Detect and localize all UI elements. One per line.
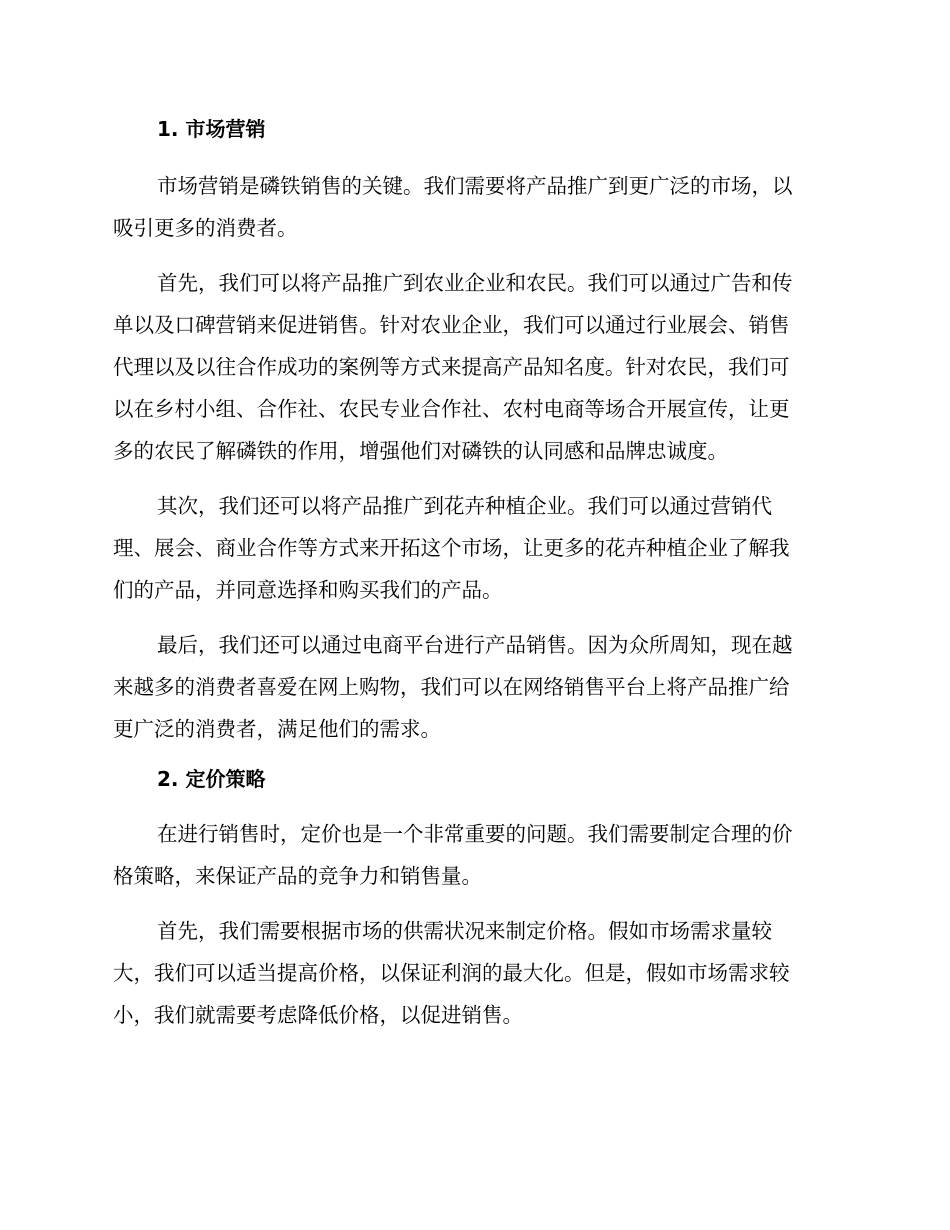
text-line: 格策略，来保证产品的竞争力和销售量。: [113, 864, 482, 888]
text-line: 小，我们就需要考虑降低价格，以促进销售。: [113, 1003, 523, 1027]
text-line: 多的农民了解磷铁的作用，增强他们对磷铁的认同感和品牌忠诚度。: [113, 439, 728, 463]
text-line: 市场营销是磷铁销售的关键。我们需要将产品推广到更广泛的市场，以: [157, 174, 793, 198]
text-line: 最后，我们还可以通过电商平台进行产品销售。因为众所周知，现在越: [157, 633, 793, 657]
paragraph-agriculture-promotion: [113, 262, 833, 472]
document-body: [113, 113, 833, 1036]
section-heading-marketing: 1. 市场营销: [157, 117, 266, 141]
paragraph-ecommerce-promotion: [113, 624, 833, 750]
paragraph-flower-promotion: [113, 485, 833, 611]
text-line: 更广泛的消费者，满足他们的需求。: [113, 717, 441, 741]
text-line: 在进行销售时，定价也是一个非常重要的问题。我们需要制定合理的价: [157, 822, 793, 846]
text-line: 首先，我们可以将产品推广到农业企业和农民。我们可以通过广告和传: [157, 271, 793, 295]
text-line: 以在乡村小组、合作社、农民专业合作社、农村电商等场合开展宣传，让更: [113, 397, 790, 421]
text-line: 来越多的消费者喜爱在网上购物，我们可以在网络销售平台上将产品推广给: [113, 675, 790, 699]
paragraph-marketing-intro: [113, 165, 833, 249]
section-heading-pricing: 2. 定价策略: [157, 767, 266, 791]
text-line: 大，我们可以适当提高价格，以保证利润的最大化。但是，假如市场需求较: [113, 961, 790, 985]
text-line: 代理以及以往合作成功的案例等方式来提高产品知名度。针对农民，我们可: [113, 355, 790, 379]
text-line: 首先，我们需要根据市场的供需状况来制定价格。假如市场需求量较: [157, 919, 772, 943]
text-line: 们的产品，并同意选择和购买我们的产品。: [113, 578, 503, 602]
paragraph-supply-demand-pricing: [113, 910, 833, 1036]
text-line: 理、展会、商业合作等方式来开拓这个市场，让更多的花卉种植企业了解我: [113, 536, 790, 560]
text-line: 其次，我们还可以将产品推广到花卉种植企业。我们可以通过营销代: [157, 494, 772, 518]
text-line: 单以及口碑营销来促进销售。针对农业企业，我们可以通过行业展会、销售: [113, 313, 790, 337]
text-line: 吸引更多的消费者。: [113, 216, 298, 240]
paragraph-pricing-intro: [113, 813, 833, 897]
